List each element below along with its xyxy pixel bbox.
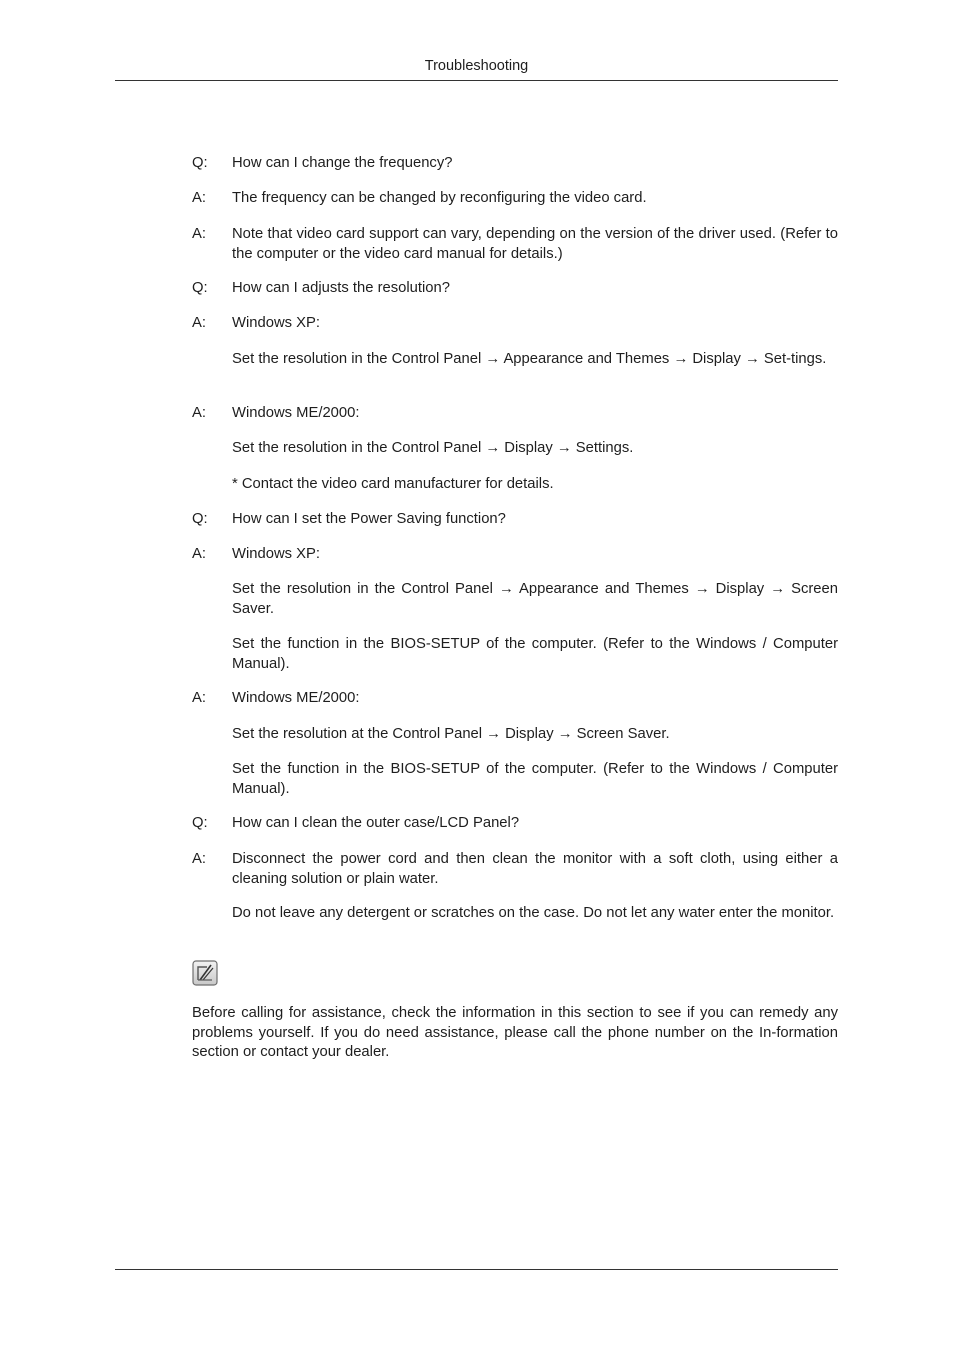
qa-tag: A: <box>192 315 206 331</box>
assistance-note: Before calling for assistance, check the information in this section to see if you can remedy any problems yourself. If you do need assistance, please call the phone number on the In-formation section or contact your dealer. <box>192 1005 838 1060</box>
power-me2000-bios-note <box>192 760 838 799</box>
qa-text: Set the function in the BIOS-SETUP of the computer. (Refer to the Windows / Computer Manual). <box>232 636 838 672</box>
note-icon <box>192 960 218 986</box>
footer-divider <box>115 1269 838 1270</box>
qa-tag: Q: <box>192 155 208 171</box>
qa-text: Set the function in the BIOS-SETUP of the computer. (Refer to the Windows / Computer Manual). <box>232 761 838 797</box>
qa-text: Set the resolution in the Control Panel → Appearance and Themes → Display → Screen Saver. <box>232 581 838 617</box>
qa-text: How can I change the frequency? <box>232 155 453 171</box>
qa-text: How can I set the Power Saving function? <box>232 511 506 527</box>
answer-cleaning <box>192 850 838 889</box>
qa-text: Note that video card support can vary, depending on the version of the driver used. (Refer to the computer or the video card manual for details.) <box>232 226 838 262</box>
qa-tag: A: <box>192 405 206 421</box>
power-me2000-steps <box>192 725 838 745</box>
qa-tag: Q: <box>192 280 208 296</box>
resolution-me2000-steps <box>192 439 838 459</box>
power-xp-steps <box>192 580 838 619</box>
qa-text: Windows ME/2000: <box>232 690 360 706</box>
qa-text: Windows XP: <box>232 546 320 562</box>
cleaning-caution <box>192 904 838 924</box>
qa-tag: A: <box>192 226 206 242</box>
answer-frequency <box>192 189 838 209</box>
resolution-xp-steps <box>192 350 838 370</box>
qa-text: Do not leave any detergent or scratches on the case. Do not let any water enter the monitor. <box>232 905 835 921</box>
qa-tag: A: <box>192 546 206 562</box>
contact-manufacturer-note <box>192 475 838 495</box>
answer-resolution-me2000 <box>192 404 838 424</box>
qa-text: The frequency can be changed by reconfiguring the video card. <box>232 190 647 206</box>
power-xp-bios-note <box>192 635 838 674</box>
answer-driver-note <box>192 225 838 264</box>
qa-text: Set the resolution in the Control Panel → Appearance and Themes → Display → Set-tings. <box>232 351 827 367</box>
answer-power-xp <box>192 545 838 565</box>
qa-text: * Contact the video card manufacturer for details. <box>232 476 554 492</box>
page-header-title: Troubleshooting <box>424 58 529 74</box>
qa-text: Windows ME/2000: <box>232 405 360 421</box>
qa-text: Set the resolution in the Control Panel → Display → Settings. <box>232 440 634 456</box>
qa-text: How can I adjusts the resolution? <box>232 280 450 296</box>
qa-tag: Q: <box>192 511 208 527</box>
question-frequency <box>192 154 838 174</box>
qa-tag: A: <box>192 690 206 706</box>
question-power-saving <box>192 510 838 530</box>
qa-text: Set the resolution at the Control Panel → Display → Screen Saver. <box>232 726 670 742</box>
question-cleaning <box>192 814 838 834</box>
qa-tag: A: <box>192 190 206 206</box>
qa-text: Windows XP: <box>232 315 320 331</box>
qa-tag: Q: <box>192 815 208 831</box>
qa-tag: A: <box>192 851 206 867</box>
qa-text: How can I clean the outer case/LCD Panel? <box>232 815 520 831</box>
answer-power-me2000 <box>192 689 838 709</box>
answer-resolution-xp <box>192 314 838 334</box>
qa-text: Disconnect the power cord and then clean the monitor with a soft cloth, using either a cleaning solution or plain water. <box>232 851 838 887</box>
header-divider <box>115 80 838 81</box>
question-resolution <box>192 279 838 299</box>
